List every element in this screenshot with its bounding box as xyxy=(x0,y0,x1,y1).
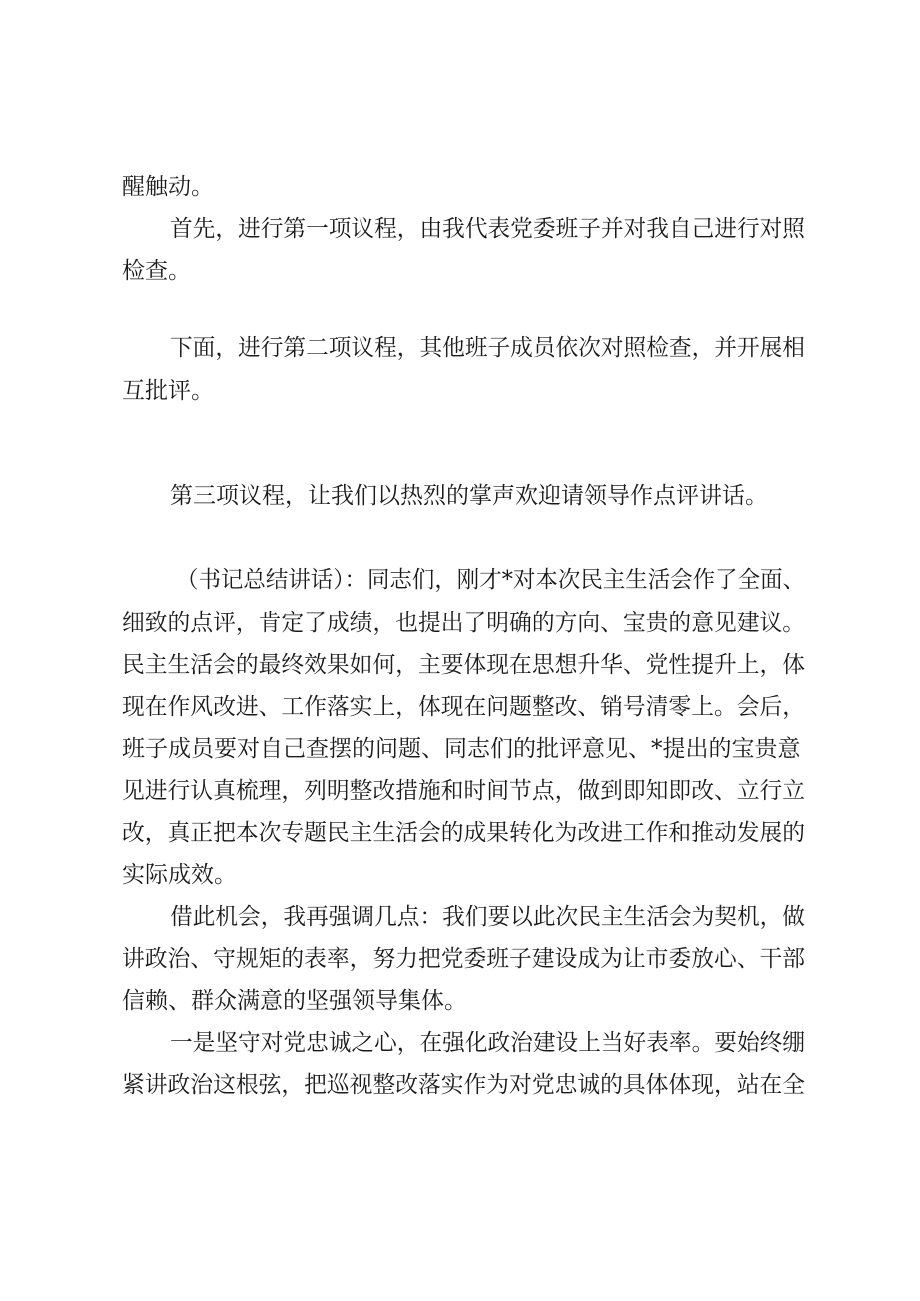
text-line: 醒触动。 xyxy=(122,174,214,200)
text-line: 借此机会，我再强调几点：我们要以此次民主生活会为契机，做 xyxy=(170,904,805,930)
text-line: 一是坚守对党忠诚之心，在强化政治建设上当好表率。要始终绷 xyxy=(170,1030,805,1056)
text-line: 实际成效。 xyxy=(122,862,237,888)
text-line: 班子成员要对自己查摆的问题、同志们的批评意见、*提出的宝贵意 xyxy=(122,736,801,762)
text-line: 讲政治、守规矩的表率，努力把党委班子建设成为让市委放心、干部 xyxy=(122,946,806,972)
text-line: 紧讲政治这根弦，把巡视整改落实作为对党忠诚的具体体现，站在全 xyxy=(122,1072,806,1098)
text-line: 信赖、群众满意的坚强领导集体。 xyxy=(122,988,467,1014)
text-line: 民主生活会的最终效果如何，主要体现在思想升华、党性提升上，体 xyxy=(122,652,806,678)
text-line: 细致的点评，肯定了成绩，也提出了明确的方向、宝贵的意见建议。 xyxy=(122,610,806,636)
text-line: 检查。 xyxy=(122,258,191,284)
text-line: 下面，进行第二项议程，其他班子成员依次对照检查，并开展相 xyxy=(170,335,805,361)
text-line: 互批评。 xyxy=(122,378,214,404)
text-line: 见进行认真梳理，列明整改措施和时间节点，做到即知即改、立行立 xyxy=(122,778,806,804)
text-line: 改，真正把本次专题民主生活会的成果转化为改进工作和推动发展的 xyxy=(122,820,806,846)
text-line: （书记总结讲话）：同志们，刚才*对本次民主生活会作了全面、 xyxy=(176,567,805,593)
text-line: 第三项议程，让我们以热烈的掌声欢迎请领导作点评讲话。 xyxy=(170,483,768,509)
text-line: 现在作风改进、工作落实上，体现在问题整改、销号清零上。会后， xyxy=(122,694,806,720)
text-line: 首先，进行第一项议程，由我代表党委班子并对我自己进行对照 xyxy=(170,216,805,242)
